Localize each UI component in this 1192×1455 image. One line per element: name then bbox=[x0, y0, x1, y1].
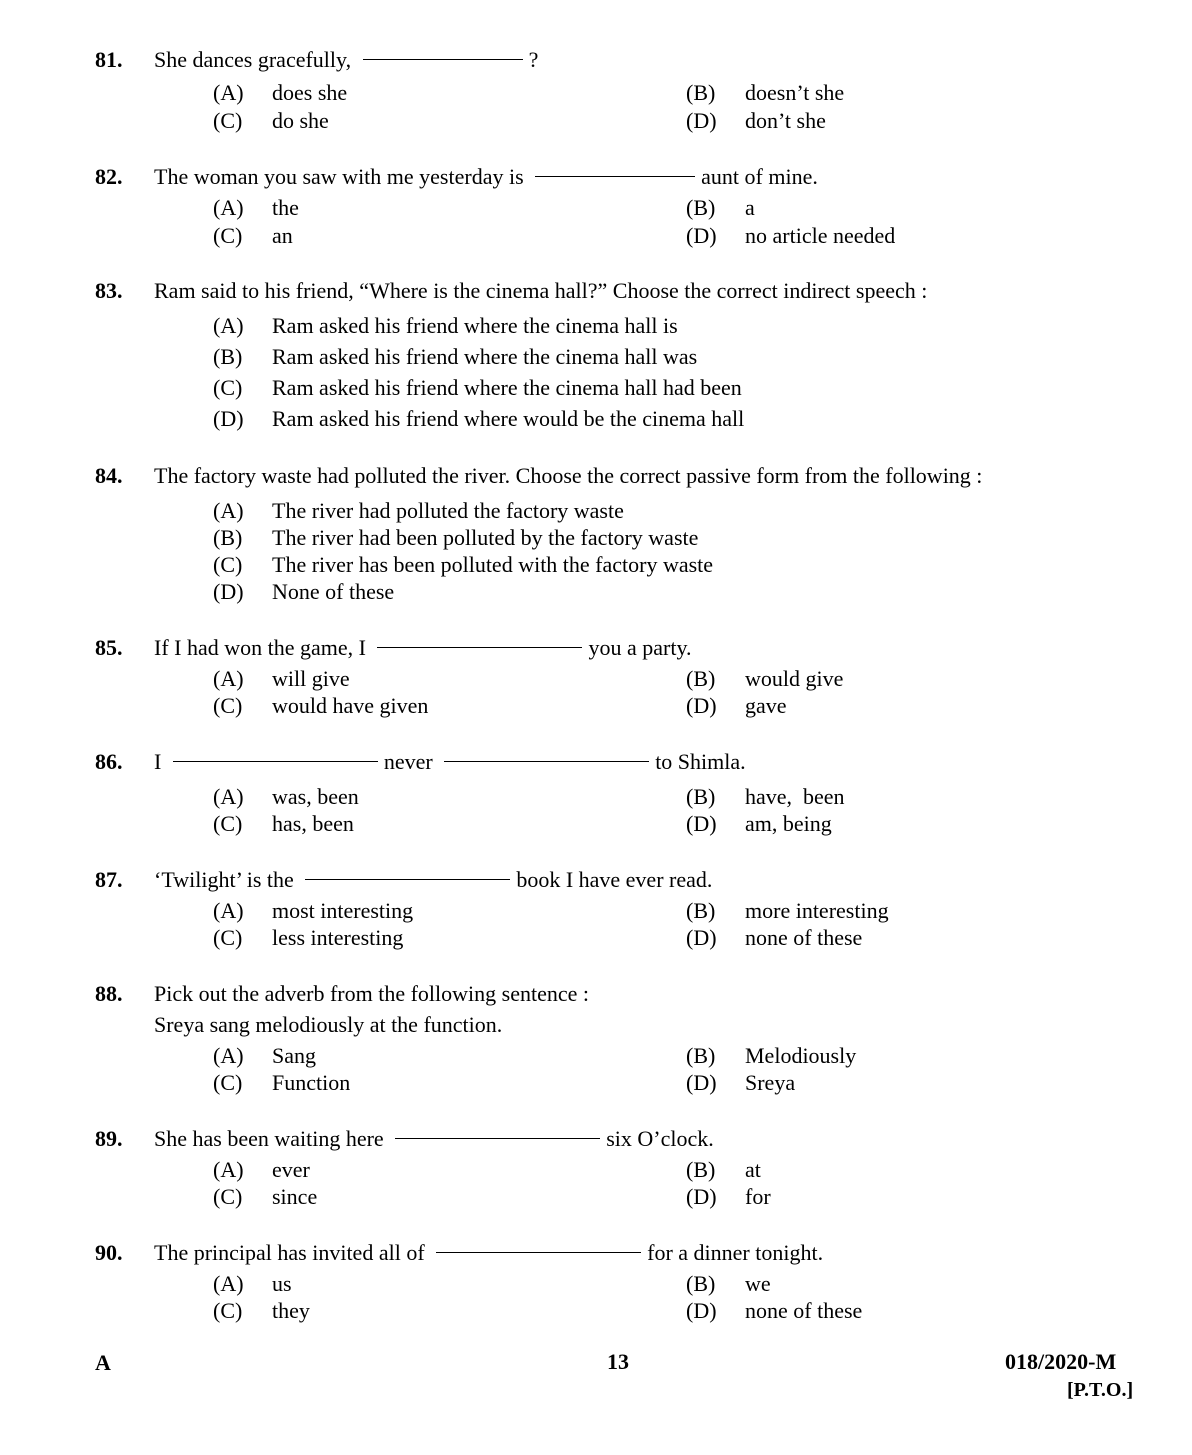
option-letter[interactable]: (C) bbox=[213, 1184, 243, 1209]
answer-blank bbox=[444, 761, 649, 762]
option-text[interactable]: most interesting bbox=[272, 898, 414, 923]
option-text[interactable]: was, been bbox=[272, 784, 359, 809]
option-letter[interactable]: (A) bbox=[213, 898, 244, 923]
option-letter[interactable]: (C) bbox=[213, 108, 243, 133]
option-letter[interactable]: (C) bbox=[213, 925, 243, 950]
question-text-part: The principal has invited all of bbox=[154, 1240, 431, 1265]
question-number: 84. bbox=[95, 463, 123, 488]
option-letter[interactable]: (A) bbox=[213, 498, 244, 523]
question-text-part: to Shimla. bbox=[655, 749, 746, 774]
footer-page-number: 13 bbox=[607, 1349, 629, 1374]
option-letter[interactable]: (D) bbox=[686, 1184, 717, 1209]
question-text-part: She dances gracefully, bbox=[154, 47, 357, 72]
option-text[interactable]: none of these bbox=[745, 925, 863, 950]
question-text bbox=[154, 1239, 823, 1267]
option-letter[interactable]: (B) bbox=[686, 195, 716, 220]
option-text[interactable]: Function bbox=[272, 1070, 351, 1095]
question-text-part: Ram said to his friend, “Where is the cinema hall?” Choose the correct indirect speech : bbox=[154, 278, 928, 303]
option-text[interactable]: more interesting bbox=[745, 898, 889, 923]
option-text[interactable]: Ram asked his friend where the cinema hall had been bbox=[272, 375, 742, 400]
option-letter[interactable]: (C) bbox=[213, 1070, 243, 1095]
option-text[interactable]: The river has been polluted with the factory waste bbox=[272, 552, 714, 577]
option-letter[interactable]: (A) bbox=[213, 1043, 244, 1068]
footer-pto: [P.T.O.] bbox=[1067, 1379, 1134, 1401]
option-letter[interactable]: (B) bbox=[686, 1043, 716, 1068]
option-text[interactable]: do she bbox=[272, 108, 329, 133]
question-text-part: ? bbox=[528, 47, 539, 72]
option-text[interactable]: have, been bbox=[745, 784, 845, 809]
option-letter[interactable]: (B) bbox=[686, 666, 716, 691]
option-letter[interactable]: (D) bbox=[686, 1070, 717, 1095]
option-text[interactable]: less interesting bbox=[272, 925, 404, 950]
option-text[interactable]: does she bbox=[272, 80, 348, 105]
option-text[interactable]: will give bbox=[272, 666, 350, 691]
option-text[interactable]: would have given bbox=[272, 693, 429, 718]
question-number: 89. bbox=[95, 1126, 123, 1151]
option-letter[interactable]: (A) bbox=[213, 313, 244, 338]
option-text[interactable]: an bbox=[272, 223, 293, 248]
question-text-part: ‘Twilight’ is the bbox=[154, 867, 300, 892]
option-letter[interactable]: (B) bbox=[686, 80, 716, 105]
question-text bbox=[154, 980, 589, 1008]
option-letter[interactable]: (A) bbox=[213, 784, 244, 809]
option-letter[interactable]: (C) bbox=[213, 1298, 243, 1323]
option-text[interactable]: The river had polluted the factory waste bbox=[272, 498, 624, 523]
option-text[interactable]: since bbox=[272, 1184, 318, 1209]
option-letter[interactable]: (A) bbox=[213, 80, 244, 105]
option-text[interactable]: would give bbox=[745, 666, 844, 691]
option-letter[interactable]: (A) bbox=[213, 195, 244, 220]
question-text-part: Pick out the adverb from the following sentence : bbox=[154, 981, 589, 1006]
option-text[interactable]: doesn’t she bbox=[745, 80, 845, 105]
option-letter[interactable]: (C) bbox=[213, 811, 243, 836]
question-text bbox=[154, 46, 538, 74]
question-text bbox=[154, 1125, 714, 1153]
option-text[interactable]: Ram asked his friend where the cinema hall is bbox=[272, 313, 678, 338]
answer-blank bbox=[363, 59, 523, 60]
option-letter[interactable]: (D) bbox=[686, 223, 717, 248]
question-text-part: for a dinner tonight. bbox=[647, 1240, 824, 1265]
option-letter[interactable]: (B) bbox=[686, 784, 716, 809]
option-text[interactable]: a bbox=[745, 195, 755, 220]
option-text[interactable]: Sang bbox=[272, 1043, 316, 1068]
question-text-part: She has been waiting here bbox=[154, 1126, 390, 1151]
option-text[interactable]: at bbox=[745, 1157, 761, 1182]
question-text bbox=[154, 748, 746, 776]
answer-blank bbox=[436, 1252, 641, 1253]
answer-blank bbox=[395, 1138, 600, 1139]
footer-series: A bbox=[95, 1350, 111, 1375]
question-number: 86. bbox=[95, 749, 123, 774]
option-letter[interactable]: (B) bbox=[213, 525, 243, 550]
option-text[interactable]: the bbox=[272, 195, 299, 220]
option-text[interactable]: don’t she bbox=[745, 108, 826, 133]
option-letter[interactable]: (D) bbox=[686, 811, 717, 836]
option-letter[interactable]: (D) bbox=[686, 925, 717, 950]
answer-blank bbox=[305, 879, 510, 880]
option-text[interactable]: none of these bbox=[745, 1298, 863, 1323]
option-text[interactable]: Ram asked his friend where would be the cinema hall bbox=[272, 406, 745, 431]
option-letter[interactable]: (A) bbox=[213, 1271, 244, 1296]
option-text[interactable]: am, being bbox=[745, 811, 832, 836]
option-text[interactable]: Ram asked his friend where the cinema hall was bbox=[272, 344, 698, 369]
question-number: 83. bbox=[95, 278, 123, 303]
question-text bbox=[154, 163, 818, 191]
question-text-part: book I have ever read. bbox=[516, 867, 713, 892]
option-letter[interactable]: (C) bbox=[213, 375, 243, 400]
question-text-part: The woman you saw with me yesterday is bbox=[154, 164, 530, 189]
question-number: 81. bbox=[95, 47, 123, 72]
option-letter[interactable]: (C) bbox=[213, 693, 243, 718]
question-number: 82. bbox=[95, 164, 123, 189]
option-text[interactable]: None of these bbox=[272, 579, 395, 604]
option-letter[interactable]: (C) bbox=[213, 552, 243, 577]
footer-code: 018/2020-M bbox=[1005, 1349, 1117, 1374]
option-letter[interactable]: (D) bbox=[213, 406, 244, 431]
question-sentence: Sreya sang melodiously at the function. bbox=[154, 1012, 503, 1037]
question-text bbox=[154, 866, 712, 894]
option-text[interactable]: Melodiously bbox=[745, 1043, 857, 1068]
option-letter[interactable]: (D) bbox=[686, 1298, 717, 1323]
option-text[interactable]: they bbox=[272, 1298, 310, 1323]
option-text[interactable]: Sreya bbox=[745, 1070, 796, 1095]
question-number: 85. bbox=[95, 635, 123, 660]
question-text-part: six O’clock. bbox=[606, 1126, 714, 1151]
option-letter[interactable]: (B) bbox=[213, 344, 243, 369]
option-letter[interactable]: (D) bbox=[686, 108, 717, 133]
question-text bbox=[154, 277, 927, 305]
option-letter[interactable]: (D) bbox=[213, 579, 244, 604]
question-number: 87. bbox=[95, 867, 123, 892]
option-letter[interactable]: (A) bbox=[213, 1157, 244, 1182]
question-text-part: aunt of mine. bbox=[701, 164, 818, 189]
option-text[interactable]: we bbox=[745, 1271, 771, 1296]
option-text[interactable]: The river had been polluted by the factory waste bbox=[272, 525, 699, 550]
option-text[interactable]: us bbox=[272, 1271, 292, 1296]
option-letter[interactable]: (A) bbox=[213, 666, 244, 691]
question-number: 88. bbox=[95, 981, 123, 1006]
question-text-part: you a party. bbox=[588, 635, 692, 660]
option-letter[interactable]: (D) bbox=[686, 693, 717, 718]
option-text[interactable]: gave bbox=[745, 693, 787, 718]
option-letter[interactable]: (B) bbox=[686, 1157, 716, 1182]
question-number: 90. bbox=[95, 1240, 123, 1265]
option-letter[interactable]: (B) bbox=[686, 1271, 716, 1296]
question-text-part: If I had won the game, I bbox=[154, 635, 372, 660]
question-text-part: I bbox=[154, 749, 167, 774]
question-text bbox=[154, 462, 982, 490]
option-text[interactable]: for bbox=[745, 1184, 771, 1209]
option-letter[interactable]: (B) bbox=[686, 898, 716, 923]
answer-blank bbox=[173, 761, 378, 762]
question-text-part: The factory waste had polluted the river. Choose the correct passive form from the following : bbox=[154, 463, 983, 488]
option-text[interactable]: ever bbox=[272, 1157, 310, 1182]
option-text[interactable]: has, been bbox=[272, 811, 354, 836]
question-text bbox=[154, 634, 692, 662]
answer-blank bbox=[535, 176, 695, 177]
option-letter[interactable]: (C) bbox=[213, 223, 243, 248]
answer-blank bbox=[377, 647, 582, 648]
option-text[interactable]: no article needed bbox=[745, 223, 896, 248]
question-text-part: never bbox=[383, 749, 439, 774]
